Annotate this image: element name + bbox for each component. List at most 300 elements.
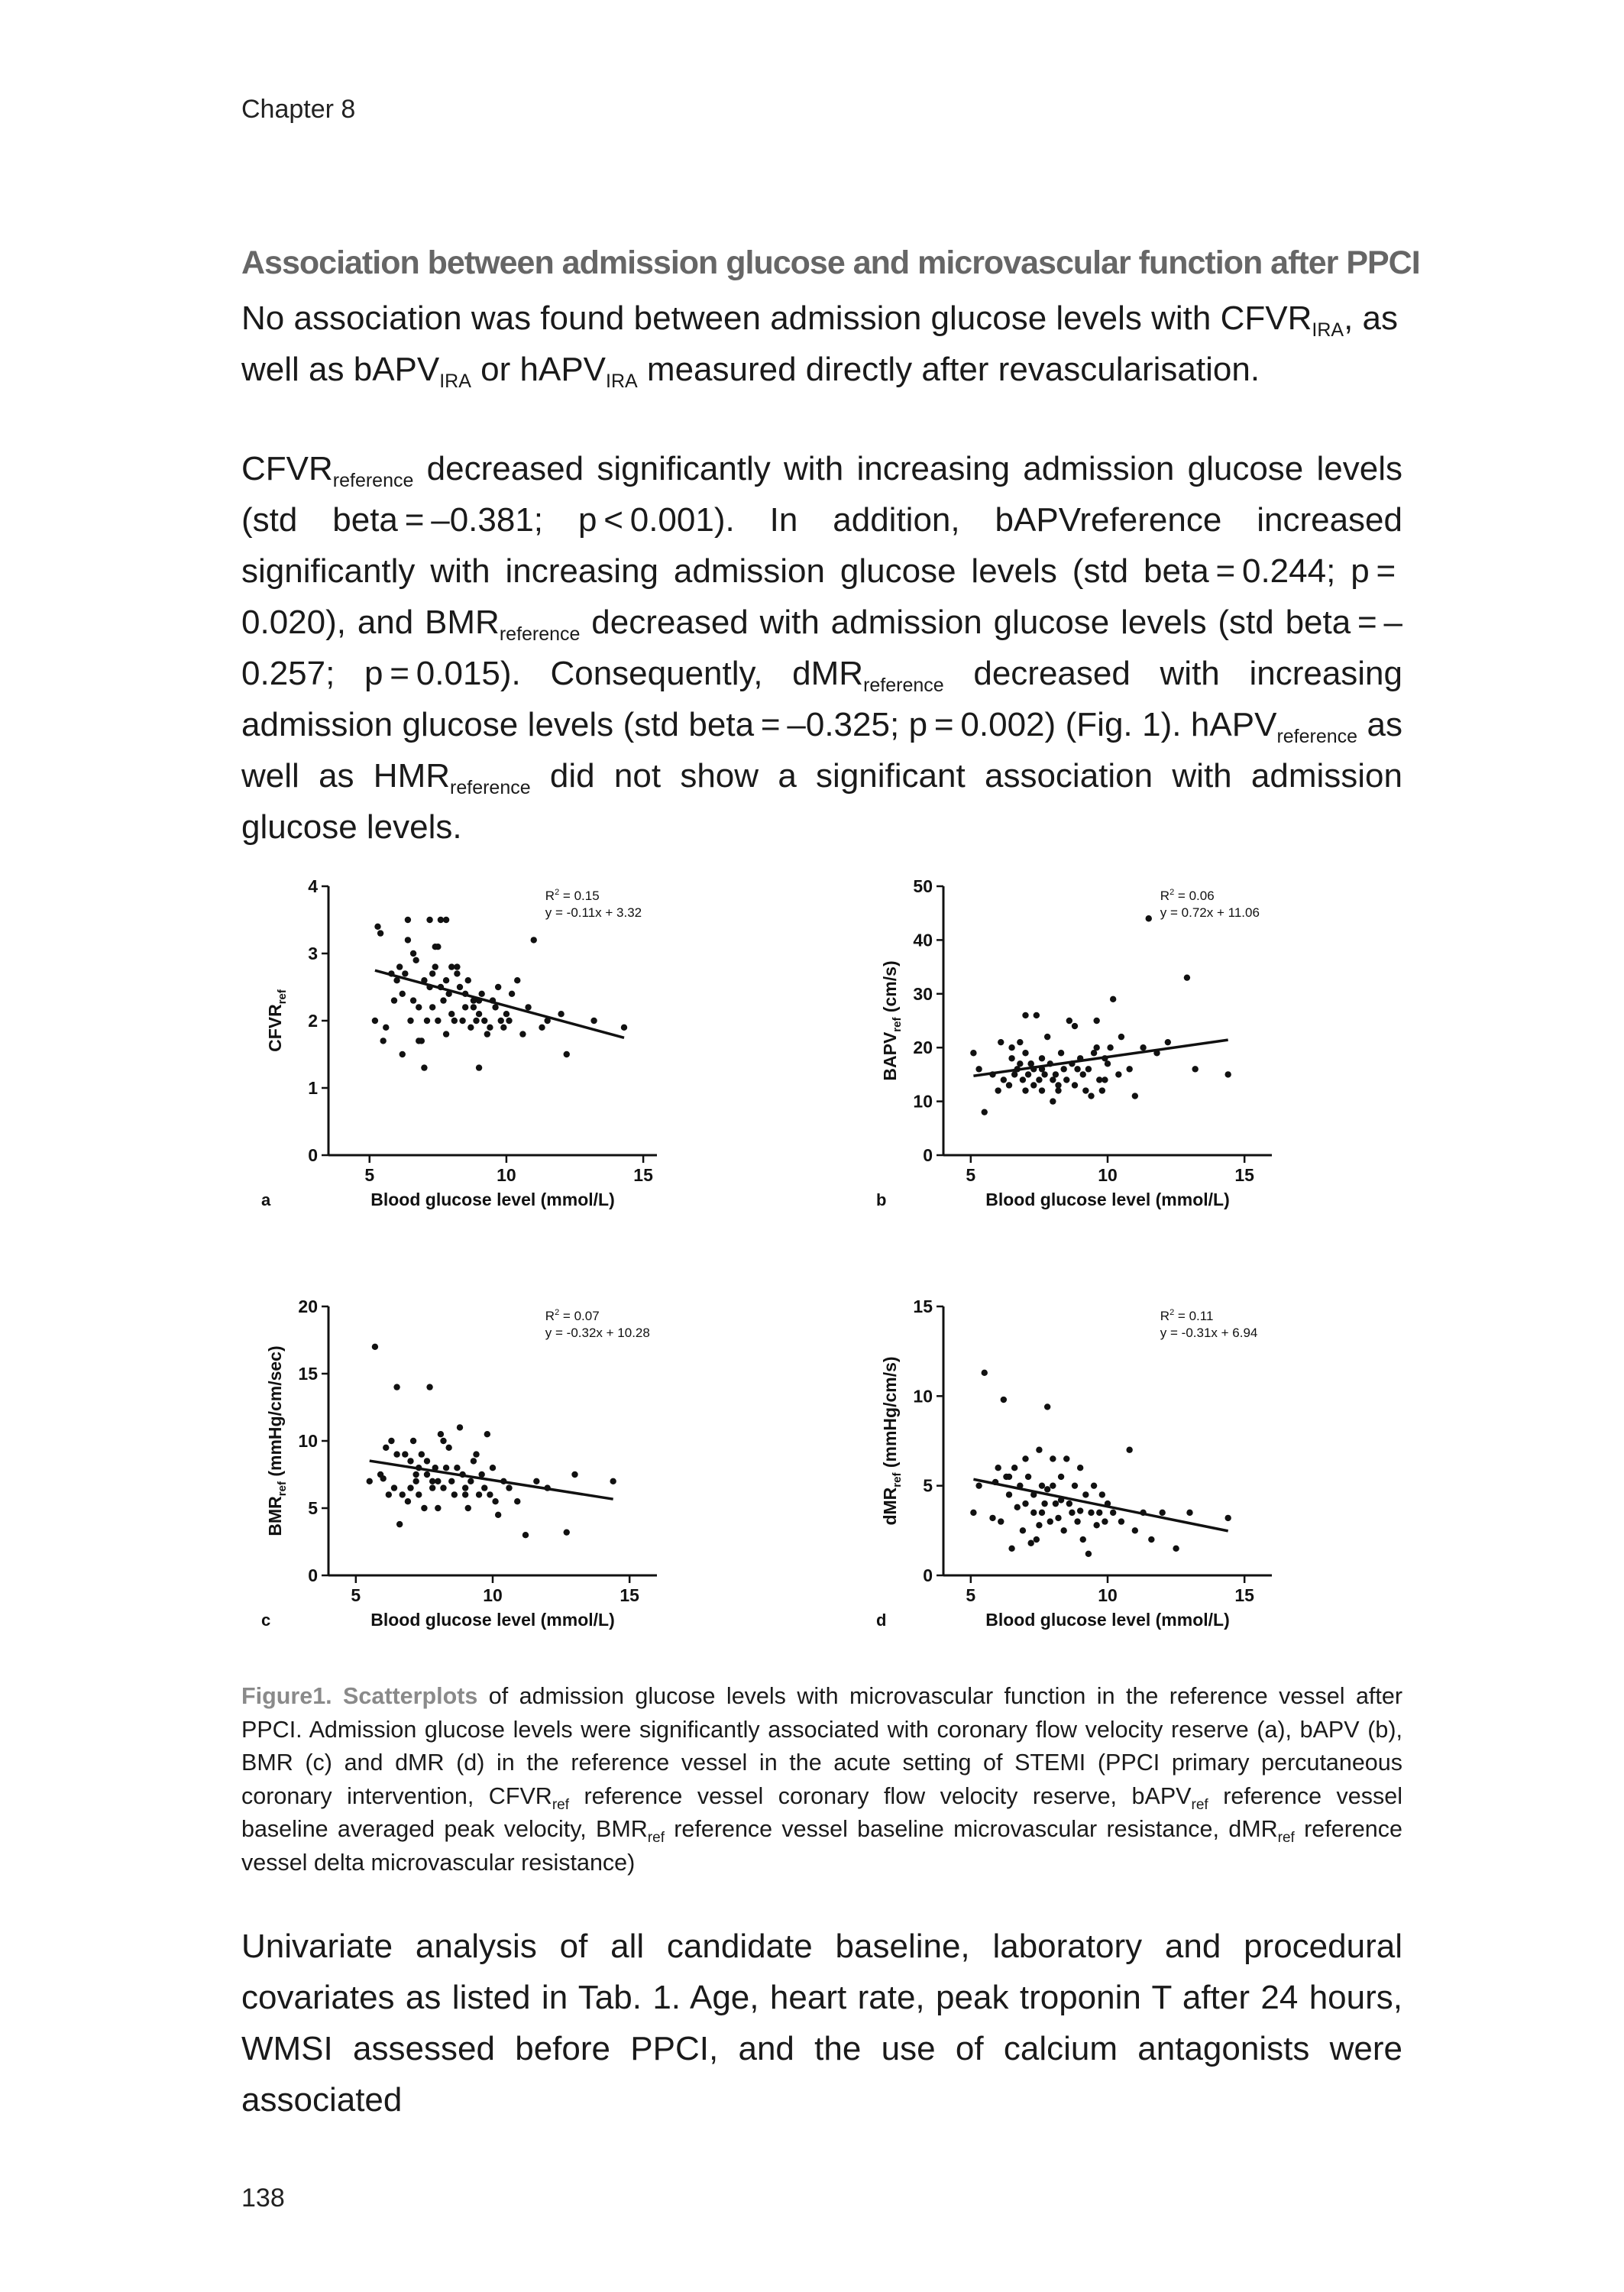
data-point [416, 1038, 422, 1044]
data-point [1085, 1551, 1092, 1557]
scatterplot-c [252, 1291, 741, 1658]
data-point [998, 1039, 1004, 1045]
data-point [443, 1465, 449, 1471]
y-tick-label: 10 [913, 1386, 933, 1407]
data-point [1053, 1500, 1059, 1507]
data-point [429, 1478, 435, 1484]
data-point [1036, 1447, 1042, 1453]
data-point [975, 1482, 982, 1488]
data-point [432, 944, 438, 950]
regression-line [375, 970, 624, 1038]
data-point [400, 1051, 406, 1057]
data-point [407, 1018, 413, 1024]
data-point [467, 1478, 474, 1484]
data-point [610, 1478, 616, 1484]
data-point [1027, 1540, 1034, 1546]
data-point [445, 991, 451, 997]
data-point [1186, 1510, 1192, 1516]
data-point [995, 1087, 1001, 1093]
data-point [1099, 1087, 1105, 1093]
data-point [383, 1025, 389, 1031]
data-point [421, 977, 427, 983]
x-axis-label: Blood glucose level (mmol/L) [370, 1190, 615, 1209]
x-tick-label: 10 [497, 1165, 516, 1185]
data-point [402, 1451, 408, 1457]
data-point [1153, 1050, 1160, 1056]
data-point [443, 977, 449, 983]
data-point [412, 1471, 419, 1478]
data-point [1110, 1510, 1116, 1516]
data-point [386, 1491, 392, 1497]
data-point [544, 1484, 550, 1491]
data-point [396, 1521, 403, 1527]
y-tick-label: 5 [308, 1498, 318, 1518]
data-point [400, 991, 406, 997]
x-tick-label: 10 [1098, 1585, 1118, 1605]
data-point [970, 1510, 976, 1516]
data-point [1036, 1522, 1042, 1528]
data-point [533, 1478, 539, 1484]
data-point [459, 1471, 465, 1478]
data-point [1055, 1515, 1061, 1521]
data-point [429, 1484, 435, 1491]
data-point [1091, 1482, 1097, 1488]
y-tick-label: 0 [308, 1565, 318, 1585]
data-point [1096, 1510, 1102, 1516]
data-point [448, 1478, 455, 1484]
data-point [407, 1484, 413, 1491]
data-point [481, 1484, 487, 1491]
paragraph-2: $CFVR_{reference}$ decreased significantly with increasing admission glucose levels (std beta = –0.381; p < 0.001). In addition, bAPVreference increased significantly with increasing admission glucose levels (std beta = 0.244; p = 0.020), and $BMR_{reference}$ decreased with admission glucose levels (std beta = –0.257; p = 0.015). Consequently, dMR$_{reference}$ decreased with increasing admission glucose levels (std beta = –0.325; p = 0.002) (Fig. 1). hAPV$_{reference}$ as well as $HMR_{reference}$ did not show a significant association with admission glucose levels. [241, 450, 1402, 846]
data-point [571, 1471, 577, 1478]
data-point [367, 1478, 373, 1484]
data-point [1017, 1060, 1023, 1067]
data-point [410, 997, 416, 1003]
data-point [492, 1498, 498, 1504]
data-point [487, 1025, 493, 1031]
data-point [503, 1011, 510, 1017]
chapter-header: Chapter 8 [241, 95, 356, 124]
data-point [471, 1004, 477, 1010]
page-number: 138 [241, 2184, 285, 2213]
data-point [1060, 1527, 1066, 1533]
data-point [1077, 1465, 1083, 1471]
r-squared-label: $R^2 = 0.11$ [1160, 1308, 1214, 1323]
regression-equation: y = -0.31x + 6.94 [1160, 1326, 1258, 1340]
data-point [459, 1018, 465, 1024]
data-point [1224, 1071, 1231, 1077]
data-point [412, 1478, 419, 1484]
data-point [454, 970, 460, 976]
data-point [506, 1018, 512, 1024]
data-point [1006, 1082, 1012, 1088]
data-point [484, 1431, 490, 1437]
x-tick-label: 15 [1234, 1585, 1254, 1605]
data-point [1001, 1397, 1007, 1403]
data-point [445, 1445, 451, 1451]
data-point [495, 984, 501, 990]
data-point [1011, 1465, 1017, 1471]
data-point [429, 1004, 435, 1010]
data-point [1036, 1076, 1042, 1083]
data-point [539, 1025, 545, 1031]
data-point [1082, 1087, 1089, 1093]
x-tick-label: 15 [633, 1165, 653, 1185]
data-point [372, 1344, 378, 1350]
data-point [989, 1515, 995, 1521]
data-point [1102, 1076, 1108, 1083]
data-point [388, 1438, 394, 1444]
r-squared-label: $R^2 = 0.15$ [545, 888, 600, 903]
data-point [383, 1445, 389, 1451]
data-point [1107, 1044, 1113, 1050]
data-point [1044, 1034, 1050, 1040]
data-point [1060, 1066, 1066, 1072]
data-point [1110, 996, 1116, 1002]
data-point [992, 1479, 998, 1485]
data-point [1192, 1066, 1198, 1072]
data-point [1085, 1066, 1092, 1072]
data-point [405, 917, 411, 923]
data-point [438, 1431, 444, 1437]
data-point [982, 1370, 988, 1376]
scatterplot-b [867, 871, 1356, 1238]
y-tick-label: 10 [913, 1091, 933, 1112]
regression-equation: y = -0.32x + 10.28 [545, 1326, 650, 1340]
data-point [490, 1465, 496, 1471]
data-point [478, 991, 484, 997]
data-point [1044, 1403, 1050, 1410]
data-point [377, 930, 383, 936]
data-point [514, 977, 520, 983]
data-point [1074, 1518, 1080, 1524]
data-point [473, 1451, 479, 1457]
data-point [429, 970, 435, 976]
data-point [419, 1451, 425, 1457]
data-point [440, 1438, 446, 1444]
y-tick-label: 15 [298, 1364, 318, 1384]
data-point [1088, 1510, 1094, 1516]
data-point [412, 957, 419, 963]
data-point [1058, 1497, 1064, 1503]
section-heading: Association between admission glucose and microvascular function after PPCI [241, 244, 1420, 281]
data-point [1039, 1087, 1045, 1093]
data-point [1050, 1098, 1056, 1104]
scatterplot-d [867, 1291, 1356, 1658]
data-point [1184, 974, 1190, 980]
data-point [492, 1004, 498, 1010]
y-axis-label: $BAPV_{ref}$ (cm/s) [880, 960, 904, 1081]
data-point [438, 984, 444, 990]
data-point [498, 1018, 504, 1024]
data-point [1039, 1510, 1045, 1516]
data-point [1022, 1050, 1028, 1056]
data-point [435, 1505, 441, 1511]
data-point [393, 1451, 400, 1457]
y-tick-label: 20 [298, 1297, 318, 1316]
data-point [426, 984, 432, 990]
data-point [1173, 1546, 1179, 1552]
data-point [393, 1384, 400, 1390]
data-point [410, 950, 416, 957]
data-point [1066, 1018, 1072, 1024]
data-point [1072, 1482, 1078, 1488]
data-point [393, 977, 400, 983]
data-point [1034, 1536, 1040, 1543]
data-point [432, 963, 438, 970]
data-point [410, 1438, 416, 1444]
data-point [476, 1064, 482, 1070]
data-point [1063, 1076, 1069, 1083]
data-point [1072, 1023, 1078, 1029]
data-point [970, 1050, 976, 1056]
data-point [478, 1471, 484, 1478]
data-point [998, 1518, 1004, 1524]
data-point [1077, 1055, 1083, 1061]
data-point [426, 917, 432, 923]
panel-letter: c [261, 1611, 271, 1630]
data-point [400, 1491, 406, 1497]
data-point [391, 1484, 397, 1491]
data-point [1017, 1482, 1023, 1488]
data-point [1126, 1066, 1132, 1072]
data-point [509, 991, 515, 997]
data-point [1102, 1518, 1108, 1524]
data-point [1074, 1066, 1080, 1072]
data-point [1050, 1482, 1056, 1488]
data-point [1058, 1050, 1064, 1056]
data-point [426, 1384, 432, 1390]
data-point [374, 924, 380, 930]
data-point [1077, 1507, 1083, 1513]
data-point [989, 1071, 995, 1077]
y-tick-label: 20 [913, 1038, 933, 1058]
data-point [457, 984, 463, 990]
paragraph-1: No association was found between admission glucose levels with $CFVR_{IRA}$, as well as bAPV$_{IRA}$ or hAPV$_{IRA}$ measured directly after revascularisation. [241, 299, 1398, 392]
data-point [476, 1491, 482, 1497]
data-point [462, 1004, 468, 1010]
y-tick-label: 50 [913, 876, 933, 896]
data-point [380, 1038, 386, 1044]
y-axis-label: $CFVR_{ref}$ [265, 989, 289, 1052]
y-tick-label: 0 [308, 1145, 318, 1165]
data-point [380, 1475, 386, 1481]
data-point [1126, 1447, 1132, 1453]
data-point [1008, 1044, 1014, 1050]
figure-caption: Figure1. Scatterplots of admission glucose levels with microvascular function in the reference vessel after PPCI. Admission glucose levels were significantly associated with coronary flow velocity reserve (a), bAPV (b), BMR (c) and dMR (d) in the reference vessel in the acute setting of STEMI (PPCI primary percutaneous coronary intervention, $CFVR_{ref}$ reference vessel coronary flow velocity reserve, bAPV$_{ref}$ reference vessel baseline averaged peak velocity, $BMR_{ref}$ reference vessel baseline microvascular resistance, dMR$_{ref}$ reference vessel delta microvascular resistance) [241, 1683, 1402, 1876]
data-point [443, 917, 449, 923]
x-tick-label: 5 [966, 1585, 976, 1605]
data-point [424, 1471, 430, 1478]
data-point [975, 1066, 982, 1072]
y-axis-label: dMR$_{ref}$ (mmHg/cm/s) [880, 1356, 904, 1526]
y-tick-label: 10 [298, 1431, 318, 1451]
x-axis-label: Blood glucose level (mmol/L) [985, 1190, 1230, 1209]
scatterplot-a [252, 871, 741, 1238]
data-point [448, 1011, 455, 1017]
data-point [435, 1018, 441, 1024]
data-point [500, 1478, 506, 1484]
data-point [1148, 1536, 1154, 1543]
regression-equation: y = -0.11x + 3.32 [545, 905, 642, 920]
data-point [1080, 1536, 1086, 1543]
data-point [1093, 1522, 1099, 1528]
data-point [1022, 1455, 1028, 1462]
y-tick-label: 4 [308, 876, 318, 896]
data-point [448, 963, 455, 970]
data-point [1014, 1504, 1021, 1510]
data-point [558, 1011, 564, 1017]
x-tick-label: 15 [1234, 1165, 1254, 1185]
r-squared-label: $R^2 = 0.06$ [1160, 888, 1215, 903]
data-point [465, 1505, 471, 1511]
data-point [982, 1109, 988, 1115]
data-point [1055, 1082, 1061, 1088]
data-point [1069, 1510, 1075, 1516]
y-tick-label: 5 [923, 1475, 933, 1496]
data-point [1105, 1500, 1111, 1507]
data-point [1140, 1044, 1146, 1050]
data-point [1027, 1060, 1034, 1067]
data-point [1022, 1012, 1028, 1018]
data-point [1105, 1060, 1111, 1067]
data-point [1041, 1500, 1047, 1507]
data-point [1066, 1500, 1072, 1507]
data-point [454, 963, 460, 970]
data-point [405, 1498, 411, 1504]
data-point [454, 1465, 460, 1471]
data-point [471, 997, 477, 1003]
data-point [473, 1018, 479, 1024]
data-point [1099, 1491, 1105, 1497]
data-point [1165, 1039, 1171, 1045]
data-point [1080, 1071, 1086, 1077]
data-point [519, 1031, 526, 1037]
x-tick-label: 10 [483, 1585, 503, 1605]
data-point [1082, 1491, 1089, 1497]
data-point [451, 1018, 458, 1024]
data-point [564, 1051, 570, 1057]
data-point [1159, 1510, 1165, 1516]
data-point [1025, 1474, 1031, 1480]
data-point [1063, 1455, 1069, 1462]
data-point [407, 1458, 413, 1464]
data-point [1093, 1044, 1099, 1050]
data-point [525, 1004, 531, 1010]
data-point [1118, 1034, 1124, 1040]
panel-letter: b [876, 1190, 887, 1209]
data-point [1058, 1474, 1064, 1480]
data-point [621, 1025, 627, 1031]
data-point [440, 1484, 446, 1491]
data-point [995, 1465, 1001, 1471]
data-point [451, 1491, 458, 1497]
data-point [481, 1018, 487, 1024]
data-point [1022, 1500, 1028, 1507]
x-tick-label: 15 [620, 1585, 639, 1605]
data-point [1006, 1474, 1012, 1480]
data-point [421, 1505, 427, 1511]
data-point [438, 917, 444, 923]
data-point [1030, 1082, 1037, 1088]
y-tick-label: 1 [308, 1078, 318, 1098]
x-tick-label: 5 [364, 1165, 375, 1185]
data-point [421, 1064, 427, 1070]
data-point [396, 963, 403, 970]
data-point [487, 1491, 493, 1497]
y-tick-label: 3 [308, 944, 318, 963]
data-point [467, 1025, 474, 1031]
data-point [471, 1458, 477, 1464]
data-point [1017, 1039, 1023, 1045]
x-axis-label: Blood glucose level (mmol/L) [985, 1610, 1230, 1630]
data-point [484, 1031, 490, 1037]
data-point [424, 1018, 430, 1024]
r-squared-label: $R^2 = 0.07$ [545, 1308, 600, 1323]
data-point [1008, 1546, 1014, 1552]
regression-line [973, 1479, 1228, 1531]
x-tick-label: 10 [1098, 1165, 1118, 1185]
data-point [1008, 1055, 1014, 1061]
data-point [1050, 1455, 1056, 1462]
data-point [465, 977, 471, 983]
data-point [500, 1025, 506, 1031]
data-point [1039, 1055, 1045, 1061]
data-point [1022, 1087, 1028, 1093]
y-tick-label: 15 [913, 1297, 933, 1316]
data-point [440, 997, 446, 1003]
regression-equation: y = 0.72x + 11.06 [1160, 905, 1260, 920]
data-point [531, 937, 537, 943]
data-point [1118, 1518, 1124, 1524]
data-point [1047, 1518, 1053, 1524]
data-point [476, 997, 482, 1003]
data-point [391, 997, 397, 1003]
panel-letter: a [261, 1190, 271, 1209]
data-point [1132, 1093, 1138, 1099]
data-point [1030, 1491, 1037, 1497]
data-point [1044, 1486, 1050, 1492]
y-tick-label: 0 [923, 1145, 933, 1165]
data-point [1146, 915, 1152, 921]
data-point [476, 1011, 482, 1017]
data-point [522, 1532, 529, 1538]
data-point [514, 1498, 520, 1504]
data-point [564, 1529, 570, 1535]
y-tick-label: 0 [923, 1565, 933, 1585]
data-point [462, 991, 468, 997]
panel-letter: d [876, 1611, 887, 1630]
y-tick-label: 30 [913, 983, 933, 1004]
data-point [490, 997, 496, 1003]
data-point [388, 970, 394, 976]
y-tick-label: 40 [913, 930, 933, 950]
data-point [416, 1004, 422, 1010]
data-point [372, 1018, 378, 1024]
x-tick-label: 5 [966, 1165, 976, 1185]
y-tick-label: 2 [308, 1011, 318, 1031]
data-point [1088, 1093, 1094, 1099]
data-point [1025, 1071, 1031, 1077]
y-axis-label: $BMR_{ref}$ (mmHg/cm/sec) [265, 1345, 289, 1536]
data-point [443, 1031, 449, 1037]
paragraph-3: Univariate analysis of all candidate baseline, laboratory and procedural covariates as listed in Tab. 1. Age, heart rate, peak troponin T after 24 hours, WMSI assessed before PPCI, and the use of calcium antagonists were associated [241, 1928, 1402, 2119]
data-point [544, 1018, 550, 1024]
data-point [416, 1491, 422, 1497]
data-point [1096, 1076, 1102, 1083]
data-point [1072, 1082, 1078, 1088]
data-point [457, 1424, 463, 1430]
